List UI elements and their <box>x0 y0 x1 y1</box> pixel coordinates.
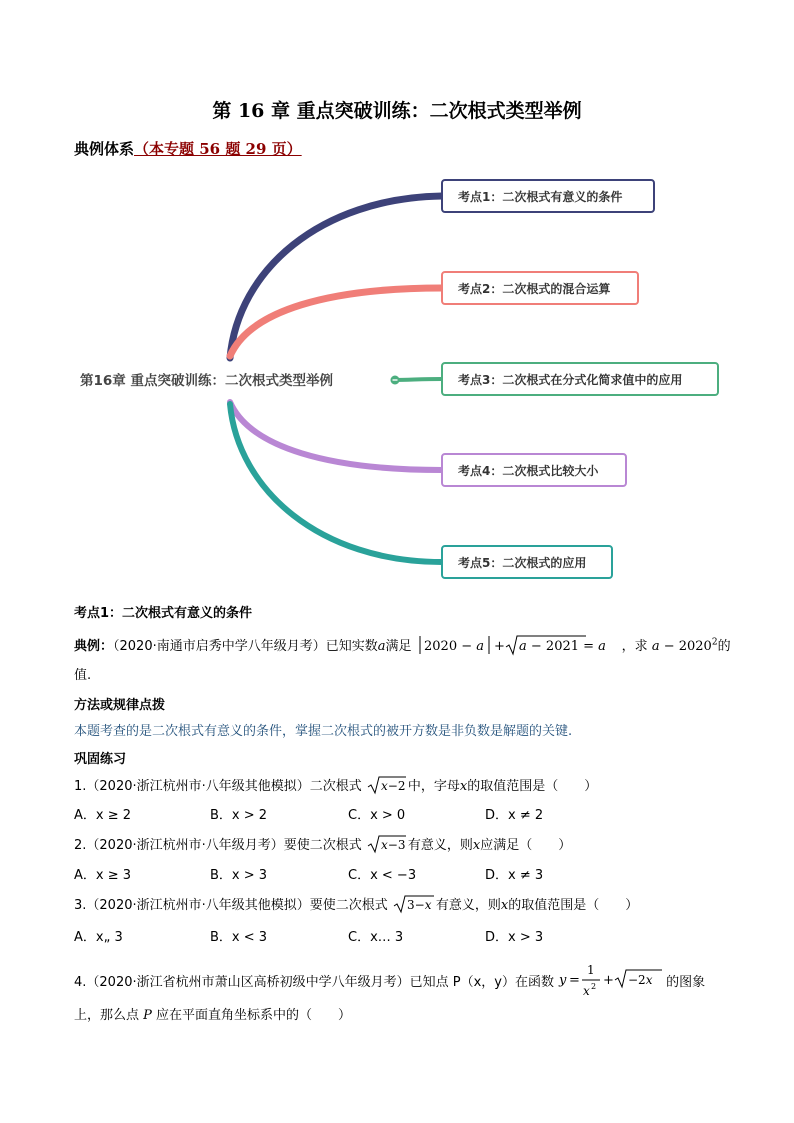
example-text-2: ，求 <box>621 639 648 654</box>
svg-text:+: + <box>603 973 615 988</box>
q4-stem-d: 上，那么点 <box>74 1008 140 1023</box>
svg-text:2: 2 <box>591 982 597 991</box>
q4-stem-line2 <box>74 1004 351 1023</box>
node-4-label: 考点4：二次根式比较大小 <box>458 464 599 478</box>
node-2-label: 考点2：二次根式的混合运算 <box>458 282 611 296</box>
q2-option-d[interactable]: D．x ≠ 3 <box>485 868 544 883</box>
q2-stem-b: 有意义，则 <box>407 838 473 853</box>
svg-text:+: + <box>493 639 505 654</box>
svg-text:x: x <box>583 984 590 998</box>
q4-formula <box>558 962 666 1000</box>
branch-4 <box>230 402 442 470</box>
method-text: 本题考查的是二次根式有意义的条件，掌握二次根式的被开方数是非负数是解题的关键. <box>74 724 573 739</box>
q2-option-a[interactable]: A．x ≥ 3 <box>74 868 132 883</box>
system-label: 典例体系 <box>74 140 135 158</box>
q3-option-d[interactable]: D．x > 3 <box>485 930 544 945</box>
node-3-label: 考点3：二次根式在分式化简求值中的应用 <box>458 373 683 387</box>
q4-stem-f: 应在平面直角坐标系中的（ ） <box>156 1008 352 1023</box>
q1-option-a[interactable]: A．x ≥ 2 <box>74 808 132 823</box>
branch-5 <box>230 404 442 562</box>
q3-radical <box>392 894 436 914</box>
q2-stem: 2.（2020·浙江杭州市·八年级月考）要使二次根式 x−3 有意义，则x应满足（ ） <box>74 834 571 854</box>
q1-option-b[interactable]: B．x > 2 <box>210 808 268 823</box>
svg-text:=: = <box>569 973 581 988</box>
branch-3 <box>392 379 442 380</box>
q2-option-b[interactable]: B．x > 3 <box>210 868 268 883</box>
example-tail: 值. <box>74 668 92 683</box>
q4-stem-a: 4.（2020·浙江省杭州市萧山区高桥初级中学八年级月考）已知点 <box>74 975 449 990</box>
q3-options <box>74 926 634 946</box>
q2-radical <box>366 834 408 854</box>
q3-option-c[interactable]: C．x… 3 <box>348 930 404 945</box>
mindmap <box>0 170 794 590</box>
q1-stem: 1.（2020·浙江杭州市·八年级其他模拟）二次根式 x−2 中，字母x的取值范围是（ ） <box>74 775 597 795</box>
q1-options <box>74 804 634 824</box>
q4-stem-c: 的图象 <box>666 975 706 990</box>
q1-stem-c: 的取值范围是（ ） <box>467 779 598 794</box>
node-1-label: 考点1：二次根式有意义的条件 <box>458 190 623 204</box>
q1-option-d[interactable]: D．x ≠ 2 <box>485 808 544 823</box>
q1-option-c[interactable]: C．x > 0 <box>348 808 406 823</box>
q1-stem-b: 中，字母 <box>407 779 460 794</box>
q2-stem-a: 2.（2020·浙江杭州市·八年级月考）要使二次根式 <box>74 838 362 853</box>
page-title: 第 16 章 重点突破训练：二次根式类型举例 <box>212 100 582 122</box>
q3-option-a[interactable]: A．x„ 3 <box>74 930 123 945</box>
node-5-label: 考点5：二次根式的应用 <box>458 556 587 570</box>
q2-stem-c: 应满足（ ） <box>480 838 572 853</box>
svg-text:y: y <box>559 973 567 988</box>
example-formula <box>416 634 622 656</box>
svg-text:2020 − a: 2020 − a <box>423 639 484 654</box>
q4-stem <box>74 962 705 1000</box>
svg-text:−2x: −2x <box>628 973 653 987</box>
q4-point-label: P <box>143 1008 152 1023</box>
system-heading <box>74 138 302 159</box>
branch-2 <box>230 288 442 356</box>
q3-stem-a: 3.（2020·浙江杭州市·八年级其他模拟）要使二次根式 <box>74 898 388 913</box>
svg-text:x−2: x−2 <box>380 779 406 793</box>
q1-stem-a: 1.（2020·浙江杭州市·八年级其他模拟）二次根式 <box>74 779 362 794</box>
q3-stem-c: 的取值范围是（ ） <box>508 898 639 913</box>
example-text-3: 的 <box>717 639 731 654</box>
q3-option-b[interactable]: B．x < 3 <box>210 930 268 945</box>
example-label: 典例： <box>74 639 114 654</box>
branch-1 <box>230 196 442 358</box>
example-source: （2020·南通市启秀中学八年级月考）已知实数 <box>113 639 378 654</box>
example-text-1: 满足 <box>385 639 412 654</box>
q4-stem-b: P（x，y）在函数 <box>452 975 554 990</box>
svg-text:3−x: 3−x <box>406 898 432 912</box>
section-heading: 考点1：二次根式有意义的条件 <box>74 606 253 621</box>
q3-stem-b: 有意义，则 <box>435 898 501 913</box>
system-scope: （本专题 56 题 29 页） <box>134 140 302 158</box>
q2-options <box>74 864 634 884</box>
practice-heading: 巩固练习 <box>74 752 127 767</box>
mindmap-root: 第16章 重点突破训练：二次根式类型举例 <box>80 373 333 389</box>
q2-option-c[interactable]: C．x < −3 <box>348 868 417 883</box>
q3-stem: 3.（2020·浙江杭州市·八年级其他模拟）要使二次根式 3−x 有意义，则x的取值范围是（ ） <box>74 894 638 914</box>
svg-text:x−3: x−3 <box>380 838 406 852</box>
q1-radical <box>366 775 408 795</box>
svg-text:1: 1 <box>587 963 595 977</box>
example-line: 典例：（2020·南通市启秀中学八年级月考）已知实数a满足 2020 − a + a − 2021 = a ，求 $a - 2020^2$的 <box>74 634 731 656</box>
svg-text:a − 2021 = a: a − 2021 = a <box>518 639 606 654</box>
method-heading: 方法或规律点拨 <box>74 698 166 713</box>
